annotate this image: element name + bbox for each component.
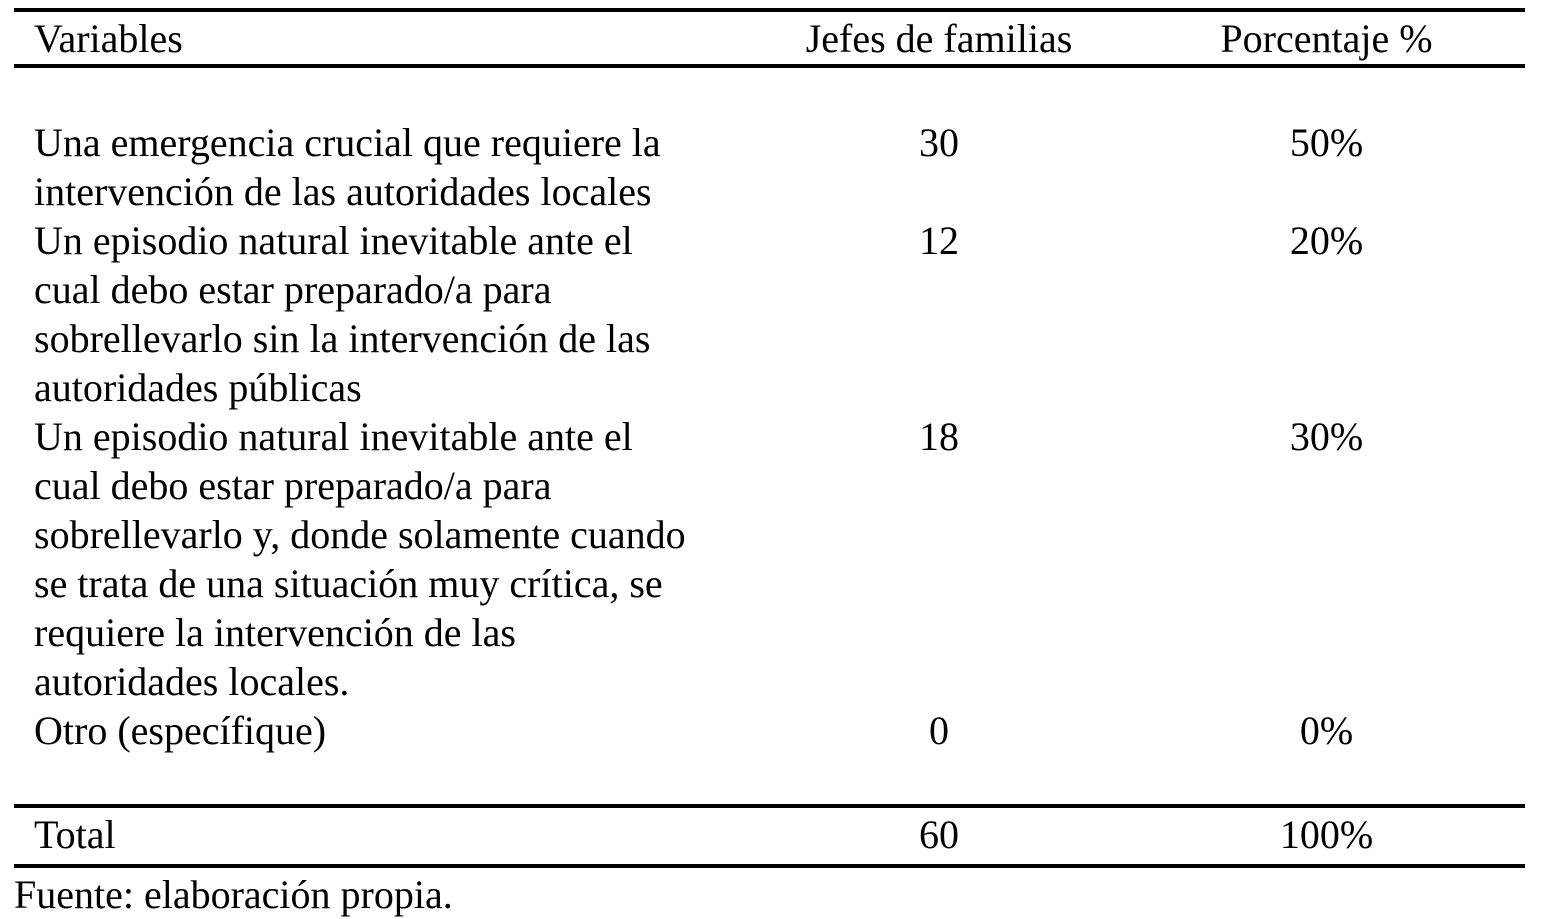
row-1-porcentaje: 50% (1289, 120, 1364, 165)
row-4-porcentaje: 0% (1299, 708, 1354, 753)
header-jefes: Jefes de familias (805, 16, 1073, 61)
row-3-line: requiere la intervención de las (34, 610, 516, 655)
source-note: Fuente: elaboración propia. (14, 872, 453, 917)
row-3-line: autoridades locales. (34, 659, 350, 704)
total-top-rule (14, 804, 1525, 808)
row-2-line: cual debo estar preparado/a para (34, 267, 552, 312)
row-3-line: sobrellevarlo y, donde solamente cuando (34, 512, 686, 557)
header-porcentaje: Porcentaje % (1220, 16, 1433, 61)
row-1-line: intervención de las autoridades locales (34, 169, 652, 214)
row-2-jefes: 12 (919, 218, 959, 263)
row-3-line: se trata de una situación muy crítica, se (34, 561, 663, 606)
row-4-jefes: 0 (929, 708, 949, 753)
row-2-line: Un episodio natural inevitable ante el (34, 218, 633, 263)
row-2-porcentaje: 20% (1289, 218, 1364, 263)
header-rule (14, 64, 1525, 68)
row-3-porcentaje: 30% (1289, 414, 1364, 459)
total-porcentaje: 100% (1279, 812, 1374, 857)
table-top-rule (14, 8, 1525, 12)
row-3-jefes: 18 (919, 414, 959, 459)
total-jefes: 60 (919, 812, 959, 857)
row-3-line: Un episodio natural inevitable ante el (34, 414, 633, 459)
row-1-jefes: 30 (919, 120, 959, 165)
row-2-line: autoridades públicas (34, 365, 362, 410)
row-3-line: cual debo estar preparado/a para (34, 463, 552, 508)
row-1-line: Una emergencia crucial que requiere la (34, 120, 661, 165)
total-label: Total (34, 812, 116, 857)
row-2-variable (34, 216, 650, 412)
row-1-variable (34, 118, 661, 216)
table-bottom-rule (14, 864, 1525, 868)
row-2-line: sobrellevarlo sin la intervención de las (34, 316, 651, 361)
row-4-line: Otro (específique) (34, 708, 327, 753)
header-variables: Variables (34, 16, 183, 61)
row-4-variable (34, 706, 326, 755)
row-3-variable (34, 412, 686, 706)
